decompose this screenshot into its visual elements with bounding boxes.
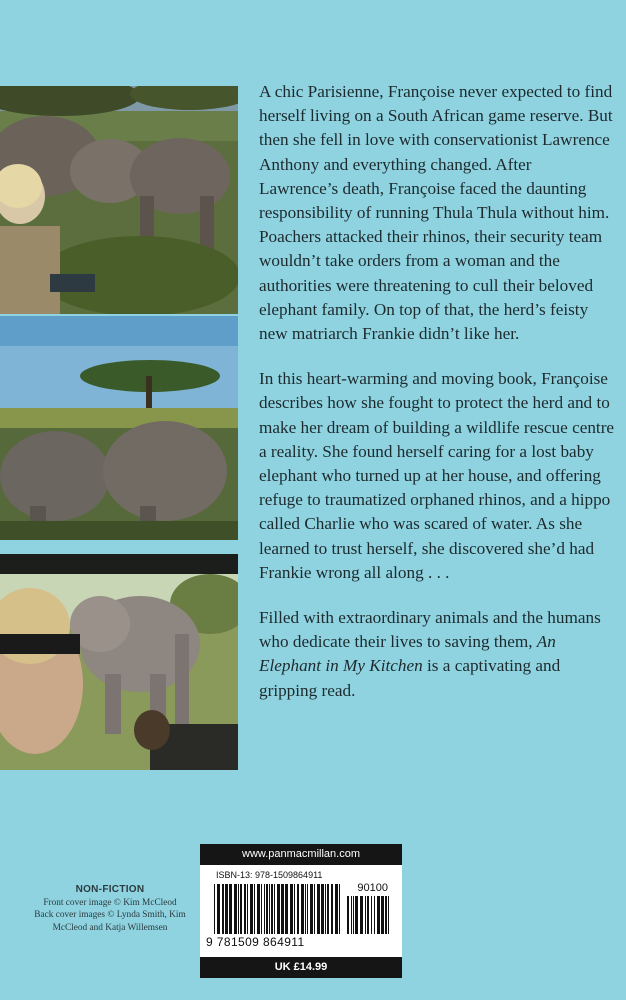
publisher-website: www.panmacmillan.com <box>200 844 402 865</box>
book-title: An Elephant in My Kitchen <box>259 632 556 676</box>
photo-woman-and-elephant <box>0 554 238 770</box>
back-cover-credit: Back cover images © Lynda Smith, Kim McCleod and Katja Willemsen <box>34 910 186 933</box>
back-cover-blurb <box>259 80 615 724</box>
genre-label: NON-FICTION <box>75 884 145 895</box>
barcode-panel <box>200 844 402 978</box>
barcode-bars-addon <box>347 896 391 934</box>
price-code: 90100 <box>357 882 388 894</box>
blurb-paragraph-1: A chic Parisienne, Françoise never expected to find herself living on a South African game reserve. But then she fell in love with conservationist Lawrence Anthony and everything changed. After Lawrence’s death, Françoise faced the daunting responsibility of running Thula Thula without him. Poachers attacked their rhinos, their security team wouldn’t take orders from a woman and the authorities were threatening to cull their beloved elephant family. On top of that, the herd’s feisty new matriarch Frankie didn’t like her. <box>259 82 613 344</box>
blurb-p3-end: is a captivating and gripping read. <box>259 656 561 700</box>
blurb-p3-lead: Filled with extraordinary animals and the humans who dedicate their lives to saving them, <box>259 608 601 652</box>
barcode-digits: 9 781509 864911 <box>206 935 305 949</box>
blurb-paragraph-3 <box>259 606 615 703</box>
isbn-text: ISBN-13: 978-1509864911 <box>216 870 323 880</box>
photo-woman-with-elephants <box>0 86 238 314</box>
photo-rhinos-in-savanna <box>0 316 238 540</box>
barcode-bars-main <box>214 884 342 934</box>
front-cover-credit: Front cover image © Kim McCleod <box>43 898 177 909</box>
blurb-paragraph-2: In this heart-warming and moving book, Françoise describes how she fought to protect the herd and to make her dream of building a wildlife rescue centre a reality. She found herself caring for a lost baby elephant who turned up at her house, and offering refuge to traumatized orphaned rhinos, and a hippo called Charlie who was scared of water. As she learned to trust herself, she discovered she’d had Frankie wrong all along . . . <box>259 369 615 582</box>
image-credits <box>22 884 198 934</box>
price-label: UK £14.99 <box>200 957 402 978</box>
